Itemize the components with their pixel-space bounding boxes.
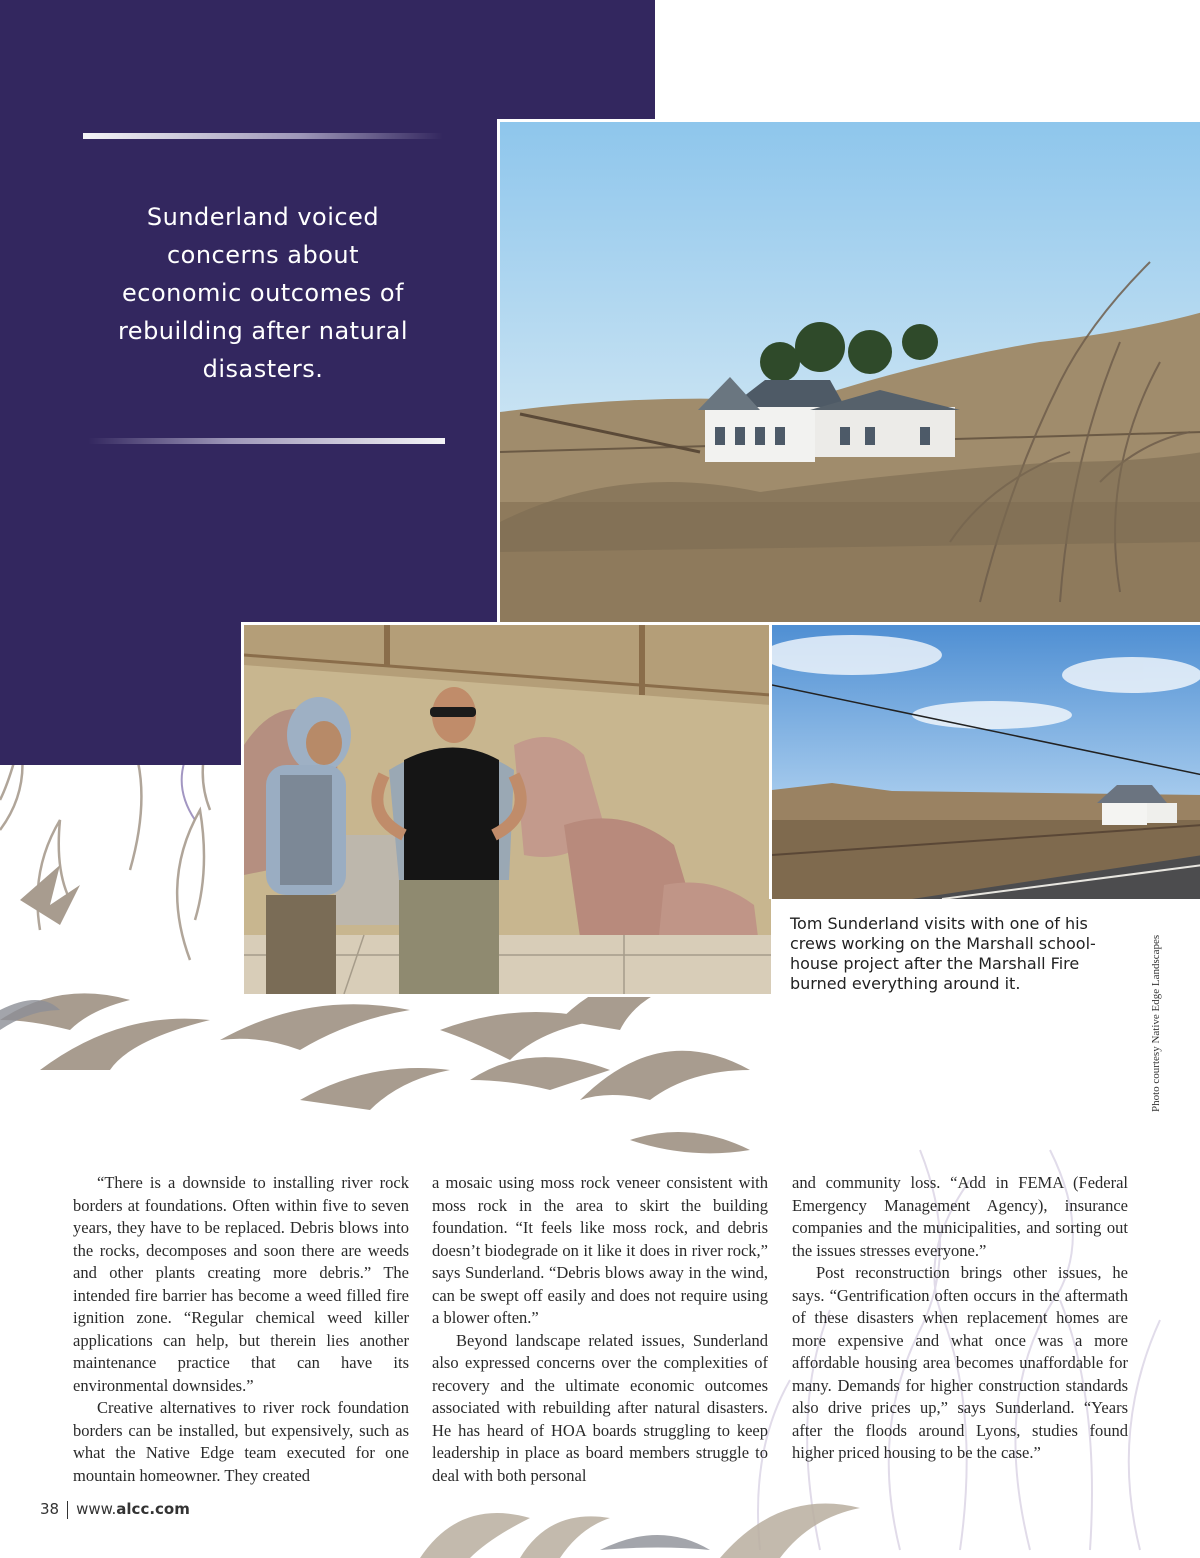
- photo-credit: Photo courtesy Native Edge Landscapes: [1150, 934, 1162, 1112]
- roadside-photo: [769, 622, 1200, 899]
- paragraph: Beyond landscape related issues, Sunderland also expressed concerns over the complexities of recovery and the ultimate economic outcomes associated with rebuilding after natural disasters. He has heard of HOA boards struggling to keep leadership in place as board members struggle to deal with both personal: [432, 1330, 768, 1485]
- page-number: 38: [40, 1500, 60, 1518]
- article-column-1: [73, 1172, 409, 1487]
- paragraph: and community loss. “Add in FEMA (Federal Emergency Management Agency), insurance companies and the municipalities, and sorting out the issues stresses everyone.”: [792, 1173, 1128, 1260]
- site-link[interactable]: [76, 1500, 190, 1518]
- site-domain: alcc.com: [116, 1500, 190, 1518]
- photo-caption: Tom Sunderland visits with one of his crews working on the Marshall school-house project after the Marshall Fire burned everything around it.: [790, 914, 1096, 993]
- paragraph: Creative alternatives to river rock foundation borders can be installed, but expensively, such as what the Native Edge team executed for one mountain homeowner. They created: [73, 1398, 409, 1485]
- page-footer: [40, 1500, 190, 1519]
- paragraph: “There is a downside to installing river rock borders at foundations. Often within five to seven years, they have to be replaced. Debris blows into the rocks, decomposes and soon there are weeds and other plants creating more debris.” The intended fire barrier has become a weed filled fire ignition zone. “Regular chemical weed killer applications can help, but therein lies another maintenance practice that can have its environmental downsides.”: [73, 1173, 409, 1395]
- pull-quote: Sunderland voiced concerns about economic outcomes of rebuilding after natural disasters.: [117, 203, 409, 383]
- article-column-2: [432, 1172, 768, 1487]
- article-column-3: [792, 1172, 1128, 1465]
- accent-line-top: [83, 133, 443, 139]
- paragraph: Post reconstruction brings other issues, he says. “Gentrification often occurs in the aftermath of these disasters when replacement homes are more expensive and what once was a more affordable housing area becomes unaffordable for many. Demands for higher construction standards also drive prices up,” says Sunderland. “Years after the floods around Lyons, studies found higher priced housing to be the case.”: [792, 1263, 1128, 1462]
- crew-photo: [241, 622, 774, 997]
- paragraph: a mosaic using moss rock veneer consistent with moss rock in the area to skirt the building foundation. “It feels like moss rock, and debris doesn’t biodegrade on it like it does in river rock,” says Sunderland. “Debris blows away in the wind, can be swept off easily and does not require using a blower often.”: [432, 1173, 768, 1327]
- accent-line-bottom: [88, 438, 445, 444]
- site-prefix: www.: [76, 1500, 117, 1518]
- schoolhouse-photo: [497, 119, 1200, 622]
- footer-divider: [67, 1501, 68, 1519]
